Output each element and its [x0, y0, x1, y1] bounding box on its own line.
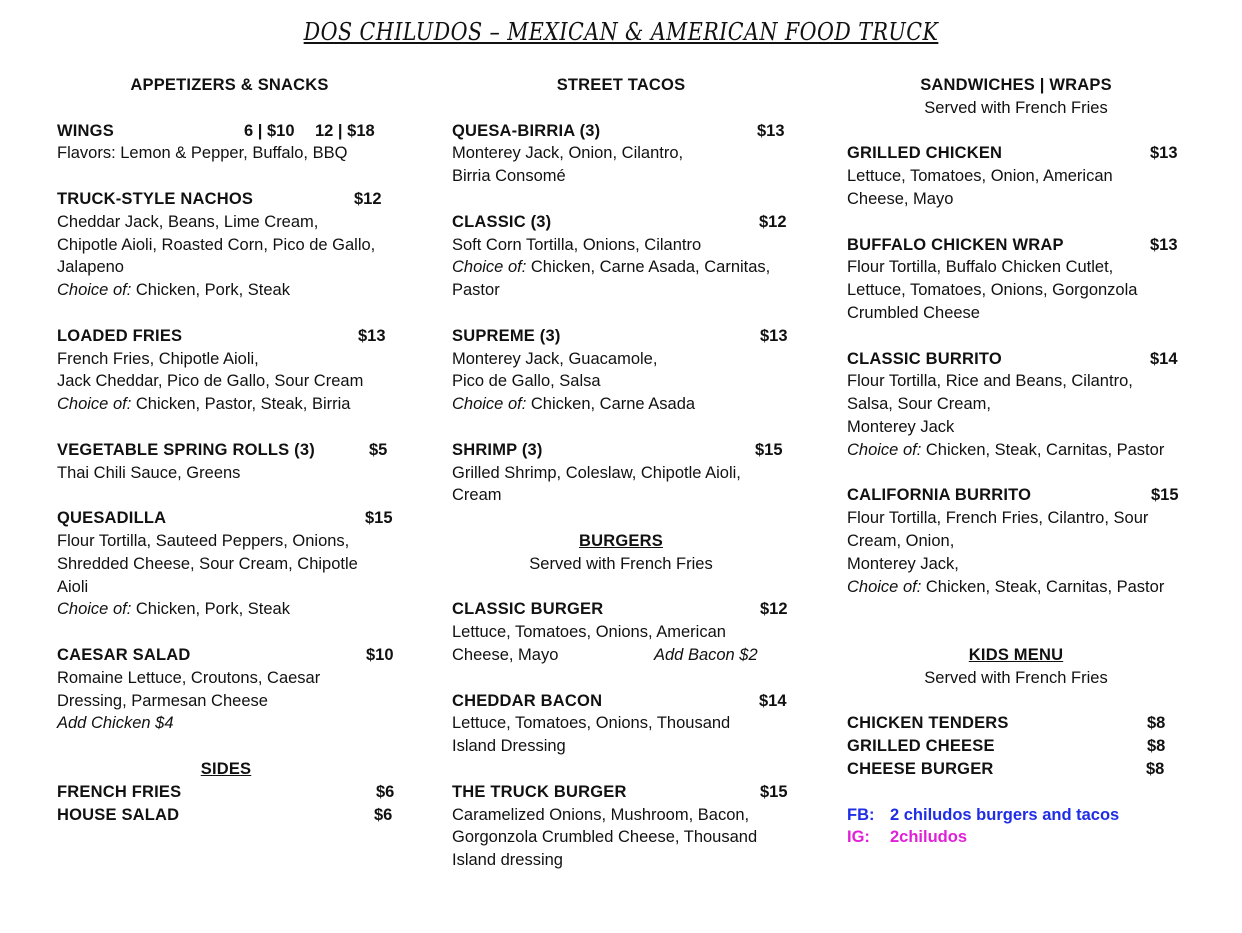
- item-price: $15: [755, 440, 783, 459]
- item-price: $13: [1150, 144, 1178, 163]
- burgers-subtitle: Served with French Fries: [529, 554, 713, 573]
- item-choice: [847, 576, 1192, 599]
- menu-item-wings: [57, 120, 402, 143]
- item-name: QUESA-BIRRIA (3): [452, 121, 601, 140]
- kids-heading-text: KIDS MENU: [968, 645, 1064, 664]
- item-description: Flour Tortilla, French Fries, Cilantro, Sour: [847, 509, 1149, 528]
- menu-item-california-burrito: [847, 484, 1192, 507]
- choice-label: Choice of:: [847, 440, 922, 459]
- menu-item-shrimp: [452, 439, 797, 462]
- item-price: $15: [760, 782, 788, 801]
- instagram-handle: [847, 826, 1192, 849]
- item-price: $12: [760, 600, 788, 619]
- item-description: Cream: [452, 486, 502, 505]
- choice-label: Choice of:: [847, 577, 922, 596]
- choice-options: Chicken, Pork, Steak: [131, 600, 290, 619]
- item-description: Lettuce, Tomatoes, Onions, Thousand: [452, 714, 731, 733]
- item-description: Aioli: [57, 577, 89, 596]
- menu-item-cheese-burger: [847, 758, 1192, 781]
- menu-item-grilled-cheese: [847, 735, 1192, 758]
- item-description: Cheddar Jack, Beans, Lime Cream,: [57, 212, 319, 231]
- item-description: Chipotle Aioli, Roasted Corn, Pico de Gallo,: [57, 235, 376, 254]
- item-price: $15: [1151, 486, 1179, 505]
- burgers-heading: [452, 530, 790, 553]
- menu-item-caesar-salad: [57, 644, 402, 667]
- choice-label: Choice of:: [452, 395, 527, 414]
- menu-item-chicken-tenders: [847, 712, 1192, 735]
- item-description: Cream, Onion,: [847, 531, 955, 550]
- item-description: Gorgonzola Crumbled Cheese, Thousand: [452, 828, 758, 847]
- item-price: 6 | $10: [244, 121, 295, 140]
- instagram-value: 2chiludos: [890, 828, 968, 847]
- item-choice: [57, 598, 402, 621]
- choice-label: Choice of:: [57, 395, 132, 414]
- item-description: Island dressing: [452, 851, 563, 870]
- item-price: $8: [1146, 759, 1165, 778]
- choice-options: Chicken, Carne Asada: [526, 395, 696, 414]
- item-price: $14: [759, 691, 787, 710]
- appetizers-heading: APPETIZERS & SNACKS: [130, 76, 329, 94]
- item-price: $6: [374, 805, 393, 824]
- menu-title: DOS CHILUDOS – MEXICAN & AMERICAN FOOD TRUCK: [303, 18, 939, 46]
- item-description: Crumbled Cheese: [847, 303, 980, 322]
- item-description: Grilled Shrimp, Coleslaw, Chipotle Aioli,: [452, 463, 741, 482]
- item-name: CALIFORNIA BURRITO: [847, 486, 1032, 505]
- column-appetizers: [57, 74, 402, 826]
- kids-subtitle: Served with French Fries: [924, 668, 1108, 687]
- item-description: Flour Tortilla, Sauteed Peppers, Onions,: [57, 531, 350, 550]
- choice-label: Choice of:: [452, 258, 527, 277]
- item-description: Pastor: [452, 281, 500, 300]
- item-description: Flour Tortilla, Rice and Beans, Cilantro,: [847, 372, 1133, 391]
- item-price: $12: [759, 212, 787, 231]
- tacos-heading: STREET TACOS: [556, 76, 686, 94]
- item-description: Flour Tortilla, Buffalo Chicken Cutlet,: [847, 258, 1114, 277]
- item-description: Lettuce, Tomatoes, Onions, American: [452, 623, 726, 642]
- item-price: $8: [1147, 737, 1166, 756]
- item-description: Shredded Cheese, Sour Cream, Chipotle: [57, 554, 358, 573]
- item-description: Lettuce, Tomatoes, Onions, Gorgonzola: [847, 281, 1138, 300]
- item-name: CLASSIC BURGER: [452, 600, 604, 619]
- facebook-handle: [847, 804, 1192, 827]
- item-price: $13: [358, 326, 386, 345]
- item-name: WINGS: [57, 121, 114, 140]
- item-description: Soft Corn Tortilla, Onions, Cilantro: [452, 235, 702, 254]
- item-price: $14: [1150, 349, 1178, 368]
- item-choice: [452, 393, 797, 416]
- item-description: Caramelized Onions, Mushroom, Bacon,: [452, 805, 750, 824]
- item-price: $6: [376, 782, 395, 801]
- item-name: SUPREME (3): [452, 326, 561, 345]
- item-name: THE TRUCK BURGER: [452, 782, 627, 801]
- menu-item-cheddar-bacon: [452, 690, 797, 713]
- item-description: Monterey Jack: [847, 417, 955, 436]
- menu-item-spring-rolls: [57, 439, 402, 462]
- item-name: TRUCK-STYLE NACHOS: [57, 189, 254, 208]
- item-description: Island Dressing: [452, 737, 566, 756]
- item-price: $13: [1150, 235, 1178, 254]
- menu-item-supreme: [452, 325, 797, 348]
- item-price: $15: [365, 509, 393, 528]
- item-name: SHRIMP (3): [452, 440, 543, 459]
- item-description: Cheese, Mayo: [452, 645, 559, 664]
- choice-label: Choice of:: [57, 281, 132, 300]
- sandwiches-heading: SANDWICHES | WRAPS: [920, 76, 1112, 94]
- item-name: BUFFALO CHICKEN WRAP: [847, 235, 1064, 254]
- menu-item-classic-burger: [452, 598, 797, 621]
- item-description: Monterey Jack,: [847, 554, 959, 573]
- item-description: Thai Chili Sauce, Greens: [57, 463, 241, 482]
- item-name: LOADED FRIES: [57, 326, 183, 345]
- item-description: Salsa, Sour Cream,: [847, 395, 991, 414]
- menu-item-classic-tacos: [452, 211, 797, 234]
- menu-item-buffalo-wrap: [847, 234, 1192, 257]
- item-description: Pico de Gallo, Salsa: [452, 372, 601, 391]
- menu-item-quesa-birria: [452, 120, 797, 143]
- item-description: Romaine Lettuce, Croutons, Caesar: [57, 668, 321, 687]
- choice-options: Chicken, Carne Asada, Carnitas,: [526, 258, 771, 277]
- menu-item-grilled-chicken: [847, 142, 1192, 165]
- item-choice: [847, 439, 1192, 462]
- item-price: $10: [366, 645, 394, 664]
- item-addon: Add Chicken $4: [57, 714, 174, 733]
- item-name: VEGETABLE SPRING ROLLS (3): [57, 440, 315, 459]
- item-name: FRENCH FRIES: [57, 782, 182, 801]
- kids-heading: [847, 644, 1185, 667]
- item-name: CLASSIC (3): [452, 212, 552, 231]
- item-description: Monterey Jack, Onion, Cilantro,: [452, 144, 684, 163]
- item-name: GRILLED CHICKEN: [847, 144, 1003, 163]
- choice-options: Chicken, Steak, Carnitas, Pastor: [921, 577, 1165, 596]
- menu-item-house-salad: [57, 804, 402, 827]
- item-price: $5: [369, 440, 388, 459]
- facebook-value: 2 chiludos burgers and tacos: [890, 805, 1120, 824]
- choice-options: Chicken, Pork, Steak: [131, 281, 290, 300]
- item-description: Monterey Jack, Guacamole,: [452, 349, 658, 368]
- item-price: 12 | $18: [315, 121, 375, 140]
- item-name: CAESAR SALAD: [57, 645, 191, 664]
- column-sandwiches-kids: [847, 74, 1192, 849]
- choice-options: Chicken, Steak, Carnitas, Pastor: [921, 440, 1165, 459]
- item-description-row: [452, 644, 797, 667]
- item-name: GRILLED CHEESE: [847, 737, 995, 756]
- instagram-label: IG:: [847, 828, 870, 847]
- item-description: Jack Cheddar, Pico de Gallo, Sour Cream: [57, 372, 364, 391]
- item-name: QUESADILLA: [57, 509, 167, 528]
- item-description: Jalapeno: [57, 258, 124, 277]
- item-price: $8: [1147, 714, 1166, 733]
- item-name: CLASSIC BURRITO: [847, 349, 1002, 368]
- item-description: Lettuce, Tomatoes, Onion, American: [847, 167, 1113, 186]
- item-name: HOUSE SALAD: [57, 805, 180, 824]
- item-description: Flavors: Lemon & Pepper, Buffalo, BBQ: [57, 144, 348, 163]
- facebook-label: FB:: [847, 805, 875, 824]
- item-choice: [452, 256, 797, 279]
- item-price: $13: [757, 121, 785, 140]
- menu-item-quesadilla: [57, 507, 402, 530]
- menu-item-truck-burger: [452, 781, 797, 804]
- sides-heading-text: SIDES: [200, 759, 252, 778]
- item-choice: [57, 393, 402, 416]
- item-choice: [57, 279, 402, 302]
- item-addon: Add Bacon $2: [654, 645, 758, 664]
- choice-options: Chicken, Pastor, Steak, Birria: [131, 395, 351, 414]
- choice-label: Choice of:: [57, 600, 132, 619]
- item-price: $13: [760, 326, 788, 345]
- item-name: CHICKEN TENDERS: [847, 714, 1009, 733]
- menu-item-nachos: [57, 188, 402, 211]
- item-price: $12: [354, 189, 382, 208]
- item-description: Dressing, Parmesan Cheese: [57, 691, 268, 710]
- item-description: Cheese, Mayo: [847, 189, 954, 208]
- menu-item-loaded-fries: [57, 325, 402, 348]
- item-description: French Fries, Chipotle Aioli,: [57, 349, 259, 368]
- item-name: CHEESE BURGER: [847, 759, 994, 778]
- item-name: CHEDDAR BACON: [452, 691, 603, 710]
- menu-item-classic-burrito: [847, 348, 1192, 371]
- sides-heading: [57, 758, 395, 781]
- burgers-heading-text: BURGERS: [579, 531, 663, 550]
- menu-item-french-fries: [57, 781, 402, 804]
- sandwiches-subtitle: Served with French Fries: [924, 98, 1108, 117]
- column-tacos-burgers: [452, 74, 797, 872]
- item-description: Birria Consomé: [452, 167, 566, 186]
